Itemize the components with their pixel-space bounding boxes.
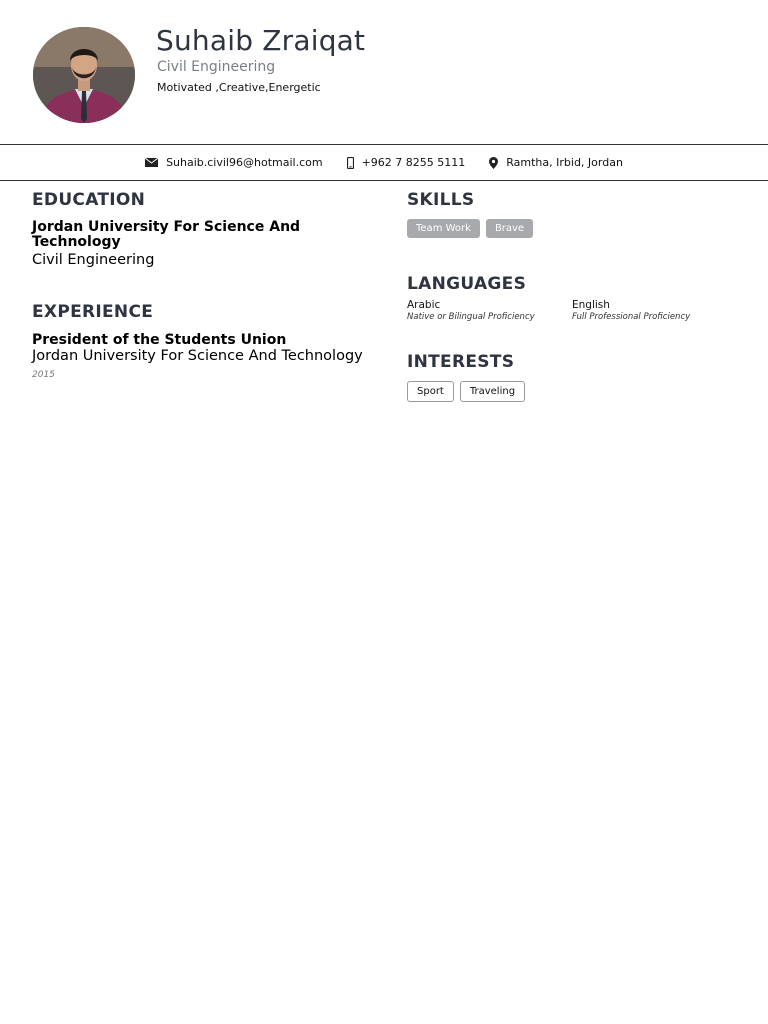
skills-tags — [407, 219, 737, 238]
envelope-icon — [145, 158, 158, 167]
person-portrait-icon — [33, 27, 135, 123]
mobile-phone-icon — [347, 157, 354, 169]
contact-phone[interactable] — [347, 156, 466, 169]
skills-section — [407, 190, 737, 238]
education-degree: Civil Engineering — [32, 252, 155, 268]
language-item — [572, 299, 737, 322]
skill-tag: Team Work — [407, 219, 480, 238]
education-school: Jordan University For Science And Technology — [32, 219, 301, 250]
language-name: English — [572, 299, 610, 311]
experience-organization: Jordan University For Science And Technology — [32, 348, 363, 364]
interests-heading: INTERESTS — [407, 352, 515, 372]
education-section — [32, 190, 382, 269]
phone-text: +962 7 8255 5111 — [361, 156, 466, 169]
right-column — [407, 190, 737, 402]
left-column — [32, 190, 382, 380]
experience-heading: EXPERIENCE — [32, 302, 154, 322]
education-heading: EDUCATION — [32, 190, 146, 210]
candidate-summary: Motivated ,Creative,Energetic — [157, 81, 321, 94]
profile-photo — [33, 27, 135, 123]
contact-location[interactable] — [489, 156, 623, 169]
map-pin-icon — [489, 157, 498, 169]
contact-bar — [0, 144, 768, 181]
interest-tag: Sport — [407, 381, 454, 402]
skill-tag: Brave — [486, 219, 533, 238]
skills-heading: SKILLS — [407, 190, 475, 210]
languages-heading: LANGUAGES — [407, 274, 527, 294]
language-level: Native or Bilingual Proficiency — [407, 312, 535, 322]
languages-list — [407, 299, 737, 322]
interests-section — [407, 352, 737, 402]
language-item — [407, 299, 572, 322]
interests-tags — [407, 381, 737, 402]
experience-year: 2015 — [32, 370, 55, 380]
experience-section — [32, 302, 382, 380]
languages-section — [407, 274, 737, 322]
language-name: Arabic — [407, 299, 441, 311]
language-level: Full Professional Proficiency — [572, 312, 691, 322]
candidate-name: Suhaib Zraiqat — [156, 24, 366, 57]
candidate-title: Civil Engineering — [157, 59, 276, 75]
interest-tag: Traveling — [460, 381, 525, 402]
experience-role: President of the Students Union — [32, 332, 287, 348]
resume-header — [0, 0, 768, 144]
email-text: Suhaib.civil96@hotmail.com — [166, 156, 323, 169]
location-text: Ramtha, Irbid, Jordan — [506, 156, 623, 169]
contact-email[interactable] — [145, 156, 323, 169]
